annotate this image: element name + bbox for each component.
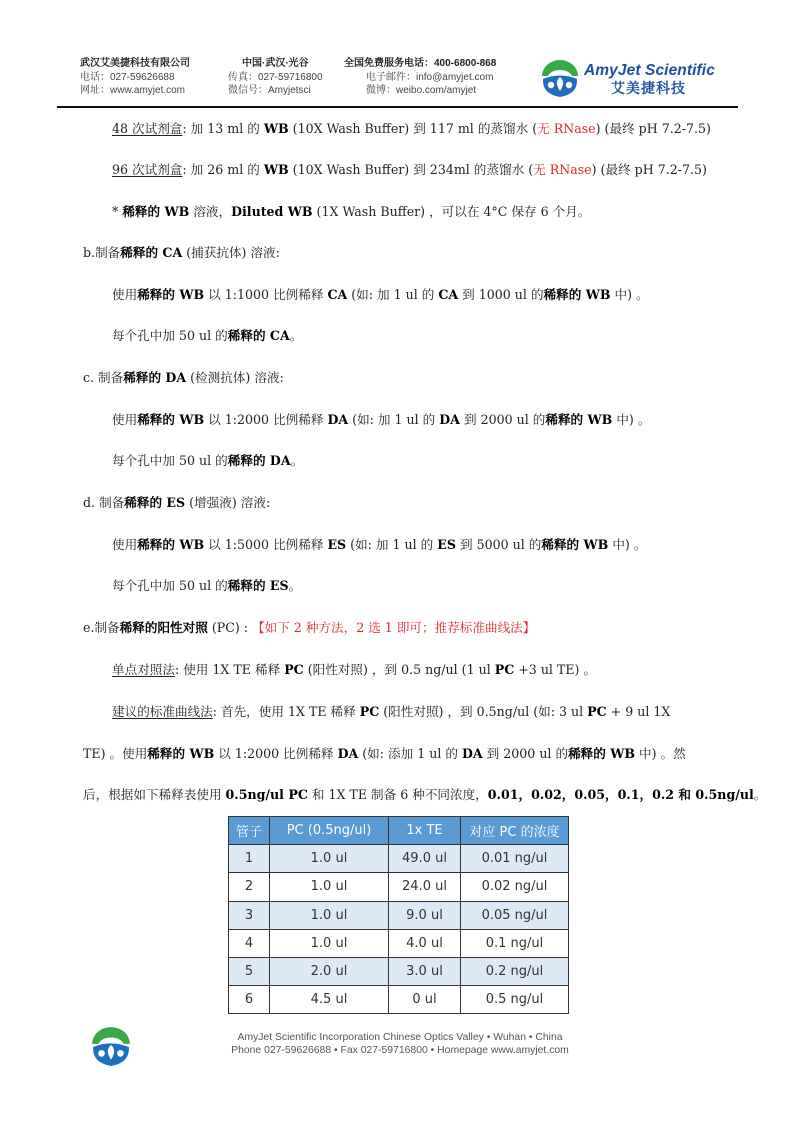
section-b-line1 xyxy=(112,286,649,304)
footer-line1: AmyJet Scientific Incorporation Chinese Optics Valley • Wuhan • China xyxy=(237,1032,563,1043)
text: TE) 。使用 xyxy=(83,746,148,761)
hotline: 全国免费服务电话：400-6800-868 xyxy=(344,58,497,69)
text: DA xyxy=(337,746,359,761)
text: DA xyxy=(461,746,483,761)
text: 稀释的 CA xyxy=(120,245,183,260)
text: (增强液) 溶液: xyxy=(185,495,271,510)
text: 。 xyxy=(288,578,302,593)
table-cell: 1.0 ul xyxy=(270,873,389,901)
text: (如: 加 1 ul 的 xyxy=(346,537,438,552)
text: : 加 13 ml 的 xyxy=(182,121,264,136)
text: 稀释的 WB xyxy=(137,412,205,427)
section-c-line2 xyxy=(112,452,303,470)
text: 稀释的 WB xyxy=(568,746,636,761)
company-weibo: 微博：weibo.com/amyjet xyxy=(366,85,477,96)
logo-text-en: AmyJet Scientific xyxy=(584,62,715,79)
text: 稀释的 WB xyxy=(137,537,205,552)
table-cell: 0.01 ng/ul xyxy=(461,845,569,873)
standard-curve-line1 xyxy=(112,703,670,721)
dilution-table xyxy=(228,816,569,1014)
section-d-line1 xyxy=(112,536,646,554)
table-cell: 2.0 ul xyxy=(270,957,389,985)
text: 到 5000 ul 的 xyxy=(455,537,542,552)
table-cell: 6 xyxy=(229,986,270,1014)
table-cell: 2 xyxy=(229,873,270,901)
kit48-label: 48 次试剂盒 xyxy=(112,121,183,136)
text: (PC) : xyxy=(207,620,253,635)
text: (如: 加 1 ul 的 xyxy=(348,412,440,427)
table-row xyxy=(229,986,569,1014)
text: 每个孔中加 50 ul 的 xyxy=(112,328,228,343)
kit96-instruction xyxy=(112,161,707,179)
text: PC xyxy=(587,704,607,719)
text: (阳性对照) ，到 0.5ng/ul (如: 3 ul xyxy=(379,704,588,719)
table-cell: 0.02 ng/ul xyxy=(461,873,569,901)
standard-curve-line3 xyxy=(83,786,766,804)
rnase-free-text: 无 RNase xyxy=(533,162,592,177)
kit96-label: 96 次试剂盒 xyxy=(112,162,183,177)
text: 和 1X TE 制备 6 种不同浓度， xyxy=(307,787,488,802)
method-note: 【如下 2 种方法，2 选 1 即可；推荐标准曲线法】 xyxy=(252,620,536,635)
company-wechat: 微信号：Amyjetsci xyxy=(228,85,311,96)
text: 每个孔中加 50 ul 的 xyxy=(112,453,228,468)
text: 稀释的 WB xyxy=(541,537,609,552)
table-row xyxy=(229,929,569,957)
text: 稀释的 WB xyxy=(147,746,215,761)
text: * xyxy=(112,204,123,219)
section-c-title xyxy=(83,369,284,387)
text: (10X Wash Buffer) 到 234ml 的蒸馏水 ( xyxy=(288,162,534,177)
table-row xyxy=(229,873,569,901)
text: 0.5ng/ul PC xyxy=(225,787,308,802)
company-name: 武汉艾美捷科技有限公司 xyxy=(80,58,190,69)
amyjet-logo-icon xyxy=(540,58,580,98)
text: 中) 。 xyxy=(610,287,649,302)
text: WB xyxy=(263,162,289,177)
table-row xyxy=(229,957,569,985)
section-b-title xyxy=(83,244,280,262)
column-header: 1x TE xyxy=(389,817,461,845)
storage-note xyxy=(112,203,590,221)
kit48-instruction xyxy=(112,120,711,138)
table-cell: 4.0 ul xyxy=(389,929,461,957)
table-cell: 0 ul xyxy=(389,986,461,1014)
text: 使用 xyxy=(112,287,138,302)
text: 后，根据如下稀释表使用 xyxy=(83,787,226,802)
rnase-free-text: 无 RNase xyxy=(537,121,596,136)
table-cell: 9.0 ul xyxy=(389,901,461,929)
table-cell: 3 xyxy=(229,901,270,929)
text: 以 1:2000 比例稀释 xyxy=(214,746,338,761)
header-contact-block xyxy=(344,57,496,98)
text: WB xyxy=(263,121,289,136)
text: c. 制备 xyxy=(83,370,124,385)
section-d-line2 xyxy=(112,577,301,595)
text: (如: 添加 1 ul 的 xyxy=(358,746,462,761)
text: e.制备 xyxy=(83,620,120,635)
text: 。 xyxy=(289,328,303,343)
column-header: 管子 xyxy=(229,817,270,845)
section-e-title xyxy=(83,619,535,637)
text: 稀释的 WB xyxy=(543,287,611,302)
column-header: PC (0.5ng/ul) xyxy=(270,817,389,845)
table-cell: 4 xyxy=(229,929,270,957)
text: 每个孔中加 50 ul 的 xyxy=(112,578,228,593)
section-c-line1 xyxy=(112,411,650,429)
text: : 加 26 ml 的 xyxy=(182,162,264,177)
table-cell: 0.2 ng/ul xyxy=(461,957,569,985)
table-cell: 0.1 ng/ul xyxy=(461,929,569,957)
text: 稀释的 ES xyxy=(227,578,289,593)
text: 中) 。 xyxy=(612,412,651,427)
table-cell: 1.0 ul xyxy=(270,929,389,957)
text: : 首先，使用 1X TE 稀释 xyxy=(212,704,360,719)
text: ) (最终 pH 7.2-7.5) xyxy=(591,162,707,177)
text: d. 制备 xyxy=(83,495,125,510)
text: 使用 xyxy=(112,412,138,427)
header-location-block xyxy=(228,57,323,98)
company-phone: 电话：027-59626688 xyxy=(80,71,175,83)
footer-line2: Phone 027-59626688 • Fax 027-59716800 • Homepage www.amyjet.com xyxy=(231,1044,569,1056)
text: +3 ul TE) 。 xyxy=(514,662,597,677)
logo-text-cn: 艾美捷科技 xyxy=(611,81,686,97)
text: ES xyxy=(327,537,347,552)
text: 稀释的 WB xyxy=(137,287,205,302)
location-name: 中国·武汉·光谷 xyxy=(242,58,309,69)
text: 稀释的 DA xyxy=(123,370,187,385)
text: b.制备 xyxy=(83,245,121,260)
text: (阳性对照) ，到 0.5 ng/ul (1 ul xyxy=(303,662,495,677)
text: (10X Wash Buffer) 到 117 ml 的蒸馏水 ( xyxy=(288,121,538,136)
text: 。 xyxy=(290,453,304,468)
text: ES xyxy=(437,537,456,552)
text: 到 2000 ul 的 xyxy=(459,412,546,427)
text: CA xyxy=(438,287,459,302)
section-d-title xyxy=(83,494,270,512)
text: (1X Wash Buffer) ，可以在 4°C 保存 6 个月。 xyxy=(312,204,591,219)
text: PC xyxy=(284,662,304,677)
text: 稀释的阳性对照 xyxy=(119,620,208,635)
text: 稀释的 WB xyxy=(545,412,613,427)
text: 。 xyxy=(753,787,767,802)
header-divider xyxy=(57,106,738,108)
text: (如: 加 1 ul 的 xyxy=(347,287,439,302)
text: 稀释的 DA xyxy=(227,453,291,468)
table-cell: 3.0 ul xyxy=(389,957,461,985)
text: 到 2000 ul 的 xyxy=(482,746,569,761)
table-row xyxy=(229,901,569,929)
text: 0.01，0.02，0.05，0.1，0.2 和 0.5ng/ul xyxy=(487,787,754,802)
text: CA xyxy=(327,287,348,302)
table-cell: 0.05 ng/ul xyxy=(461,901,569,929)
text: 中) 。 xyxy=(608,537,647,552)
table-cell: 24.0 ul xyxy=(389,873,461,901)
text: 以 1:2000 比例稀释 xyxy=(204,412,328,427)
text: 以 1:5000 比例稀释 xyxy=(204,537,328,552)
table-row xyxy=(229,845,569,873)
text: DA xyxy=(327,412,349,427)
single-point-method xyxy=(112,661,596,679)
text: 使用 xyxy=(112,537,138,552)
company-email: 电子邮件：info@amyjet.com xyxy=(366,71,494,83)
section-b-line2 xyxy=(112,327,302,345)
table-cell: 1.0 ul xyxy=(270,845,389,873)
table-header-row xyxy=(229,817,569,845)
text: 稀释的 WB xyxy=(122,204,190,219)
text: PC xyxy=(494,662,515,677)
footer-info xyxy=(200,1032,600,1057)
text: (检测抗体) 溶液: xyxy=(186,370,284,385)
text: 稀释的 ES xyxy=(124,495,186,510)
header-company-block xyxy=(80,57,190,98)
table-cell: 5 xyxy=(229,957,270,985)
standard-curve-label: 建议的标准曲线法 xyxy=(112,704,213,719)
column-header: 对应 PC 的浓度 xyxy=(461,817,569,845)
table-cell: 4.5 ul xyxy=(270,986,389,1014)
footer-logo-icon xyxy=(90,1025,132,1067)
text: (捕获抗体) 溶液: xyxy=(182,245,280,260)
table-cell: 49.0 ul xyxy=(389,845,461,873)
text: PC xyxy=(359,704,380,719)
table-cell: 1.0 ul xyxy=(270,901,389,929)
text: ) (最终 pH 7.2-7.5) xyxy=(595,121,711,136)
text: + 9 ul 1X xyxy=(606,704,671,719)
standard-curve-line2 xyxy=(83,745,686,763)
table-cell: 0.5 ng/ul xyxy=(461,986,569,1014)
text: 中) 。然 xyxy=(635,746,686,761)
text: DA xyxy=(439,412,460,427)
text: 以 1:1000 比例稀释 xyxy=(204,287,328,302)
single-point-label: 单点对照法 xyxy=(112,662,175,677)
text: Diluted WB xyxy=(231,204,313,219)
table-cell: 1 xyxy=(229,845,270,873)
company-website: 网址：www.amyjet.com xyxy=(80,85,186,96)
text: : 使用 1X TE 稀释 xyxy=(174,662,285,677)
company-fax: 传真：027-59716800 xyxy=(228,71,323,83)
text: 溶液， xyxy=(189,204,232,219)
text: 稀释的 CA xyxy=(227,328,290,343)
text: 到 1000 ul 的 xyxy=(458,287,544,302)
